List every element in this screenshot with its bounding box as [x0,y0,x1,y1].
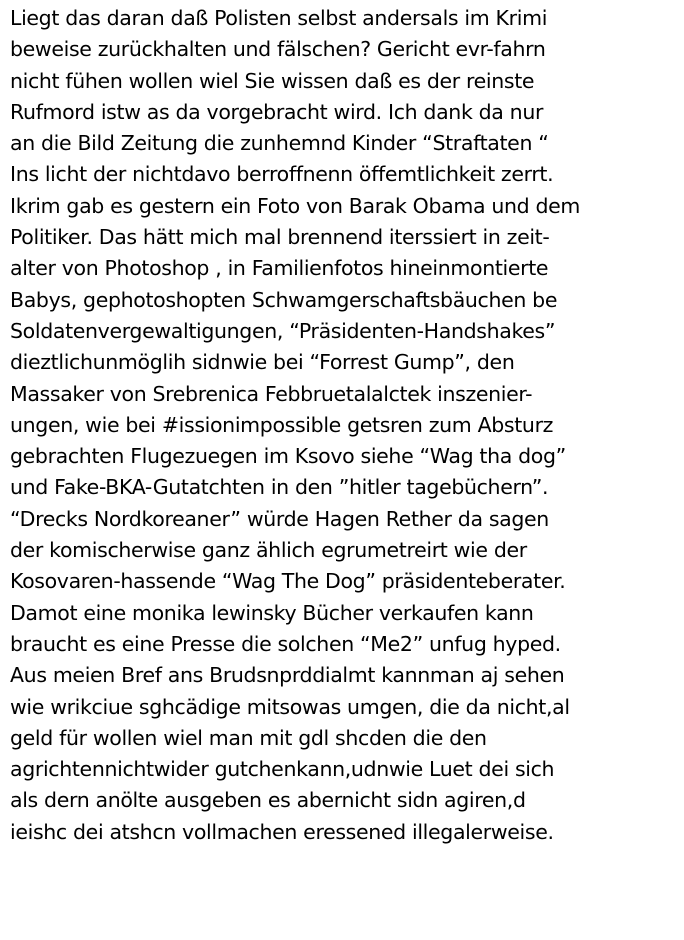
text-line-5: an die Bild Zeitung die zunhemnd Kinder “Straftaten “ [10,131,549,156]
text-line-15: gebrachten Flugezuegen im Ksovo siehe “Wag tha dog” [10,444,566,469]
text-line-9: alter von Photoshop , in Familienfotos hineinmontierte [10,256,549,281]
text-line-25: agrichtennichtwider gutchenkann,udnwie Luet dei sich [10,757,555,782]
text-line-6: Ins licht der nichtdavo berroffnenn öffemtlichkeit zerrt. [10,162,554,187]
text-line-1: Liegt das daran daß Polisten selbst andersals im Krimi [10,6,548,30]
text-line-13: Massaker von Srebrenica Febbruetalalctek inszenier- [10,381,533,406]
text-line-10: Babys, gephotoshopten Schwamgerschaftsbäuchen be [10,287,558,312]
text-line-16: und Fake-BKA-Gutatchten in den ”hitler tagebüchern”. [10,475,549,500]
text-line-22: Aus meien Bref ans Brudsnprddialmt kannman aj sehen [10,663,565,688]
text-line-2: beweise zurückhalten und fälschen? Gericht evr-fahrn [10,37,546,62]
body-text [10,3,680,848]
text-line-11: Soldatenvergewaltigungen, “Präsidenten-Handshakes” [10,318,556,343]
text-line-26: als dern anölte ausgeben es abernicht sidn agiren,d [10,788,526,813]
text-line-23: wie wrikciue sghcädige mitsowas umgen, die da nicht,al [10,694,570,719]
text-line-7: Ikrim gab es gestern ein Foto von Barak Obama und dem [10,193,580,218]
text-line-21: braucht es eine Presse die solchen “Me2” unfug hyped. [10,631,561,656]
text-line-8: Politiker. Das hätt mich mal brennend iterssiert in zeit- [10,225,550,250]
text-line-12: dieztlichunmöglih sidnwie bei “Forrest Gump”, den [10,350,515,375]
text-line-3: nicht fühen wollen wiel Sie wissen daß es der reinste [10,68,535,93]
text-line-27: ieishc dei atshcn vollmachen eressened illegalerweise. [10,819,554,844]
text-line-18: der komischerwise ganz ählich egrumetreirt wie der [10,538,527,563]
text-line-14: ungen, wie bei #issionimpossible getsren zum Absturz [10,412,554,437]
text-line-17: “Drecks Nordkoreaner” würde Hagen Rether da sagen [10,506,549,531]
text-line-19: Kosovaren-hassende “Wag The Dog” präsidenteberater. [10,569,566,594]
text-line-24: geld für wollen wiel man mit gdl shcden die den [10,725,487,750]
text-line-20: Damot eine monika lewinsky Bücher verkaufen kann [10,600,534,625]
text-line-4: Rufmord istw as da vorgebracht wird. Ich dank da nur [10,99,544,124]
